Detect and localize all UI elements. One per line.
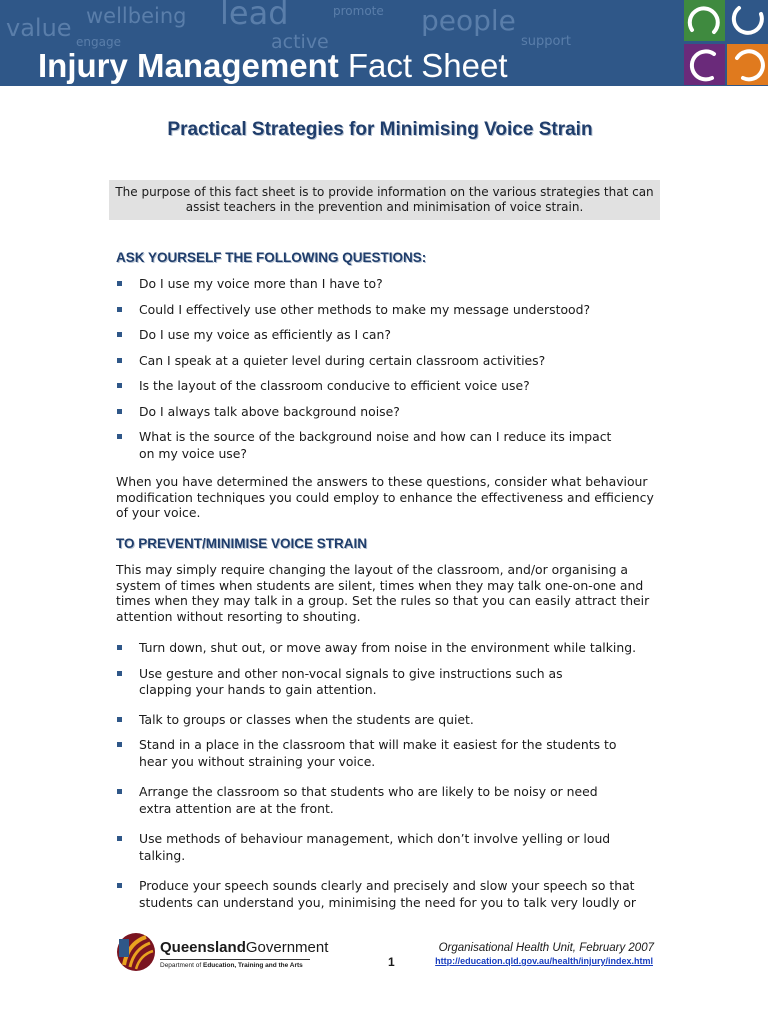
banner-word-lead: lead — [220, 0, 289, 32]
banner-title — [38, 46, 508, 86]
intro-text: The purpose of this fact sheet is to provide information on the various strategies that can assist teachers in the prevention and minimisation of voice strain. — [115, 185, 654, 214]
list-item: Arrange the classroom so that students who are likely to be noisy or need extra attention are at the front. — [116, 784, 646, 817]
banner-word-wellbeing: wellbeing — [86, 4, 187, 28]
footer-url-link[interactable]: http://education.qld.gov.au/health/injury/index.html — [435, 956, 653, 966]
section-heading-prevent: TO PREVENT/MINIMISE VOICE STRAIN — [116, 536, 368, 551]
list-item: Is the layout of the classroom conducive to efficient voice use? — [116, 378, 646, 395]
banner-word-engage: engage — [76, 35, 121, 49]
questions-closing-paragraph: When you have determined the answers to these questions, consider what behaviour modification techniques you could employ to enhance the effectiveness and efficiency of your voice. — [116, 474, 654, 520]
logo-name: Queensland — [160, 939, 246, 956]
list-item: Use gesture and other non-vocal signals to give instructions such as clapping your hands to gain attention. — [116, 666, 646, 699]
banner-title-regular: Fact Sheet — [338, 47, 508, 84]
list-item: Do I use my voice as efficiently as I can? — [116, 327, 646, 344]
list-item: Turn down, shut out, or move away from noise in the environment while talking. — [116, 640, 646, 657]
qld-crest-icon — [116, 931, 160, 973]
list-item: Could I effectively use other methods to make my message understood? — [116, 302, 646, 319]
header-banner — [0, 0, 768, 86]
banner-word-active: active — [271, 31, 329, 53]
list-item: Can I speak at a quieter level during certain classroom activities? — [116, 353, 646, 370]
banner-word-support: support — [521, 34, 571, 49]
document-title: Practical Strategies for Minimising Voice Strain — [167, 119, 593, 140]
prevent-intro-paragraph: This may simply require changing the layout of the classroom, and/or organising a system of times when students are silent, times when they may talk one-on-one and times when they may talk in a group. Set the rules so that you can easily attract their attention without resorting to shouting. — [116, 562, 650, 624]
banner-word-value: value — [6, 14, 72, 42]
footer-organisation: Organisational Health Unit, February 2007 — [438, 942, 654, 954]
banner-word-promote: promote — [333, 4, 384, 18]
list-item: Talk to groups or classes when the students are quiet. — [116, 712, 646, 729]
blue-swirl-icon — [727, 0, 768, 41]
logo-name-suffix: Government — [245, 939, 329, 956]
page-number: 1 — [388, 955, 395, 969]
list-item: Produce your speech sounds clearly and precisely and slow your speech so that students can understand you, minimising the need for you to talk very loudly or — [116, 878, 646, 911]
list-item: What is the source of the background noise and how can I reduce its impact on my voice use? — [116, 429, 646, 462]
logo-department — [160, 962, 303, 969]
purple-swirl-icon — [684, 44, 725, 85]
brand-tiles — [684, 0, 768, 86]
list-item: Do I always talk above background noise? — [116, 404, 646, 421]
banner-title-bold: Injury Management — [38, 47, 339, 84]
logo-wordmark — [160, 939, 328, 956]
banner-word-people: people — [421, 4, 516, 37]
green-swirl-icon — [684, 0, 725, 41]
list-item: Do I use my voice more than I have to? — [116, 276, 646, 293]
section-heading-questions: ASK YOURSELF THE FOLLOWING QUESTIONS: — [116, 250, 427, 265]
list-item: Stand in a place in the classroom that will make it easiest for the students to hear you without straining your voice. — [116, 737, 646, 770]
strategies-list — [116, 640, 646, 911]
queensland-government-logo — [116, 931, 329, 973]
questions-list — [116, 276, 646, 462]
logo-dept-bold: Education, Training and the Arts — [203, 962, 303, 969]
list-item: Use methods of behaviour management, which don’t involve yelling or loud talking. — [116, 831, 646, 864]
orange-swirl-icon — [727, 44, 768, 85]
logo-dept-prefix: Department of — [160, 962, 202, 969]
intro-box — [109, 180, 660, 220]
